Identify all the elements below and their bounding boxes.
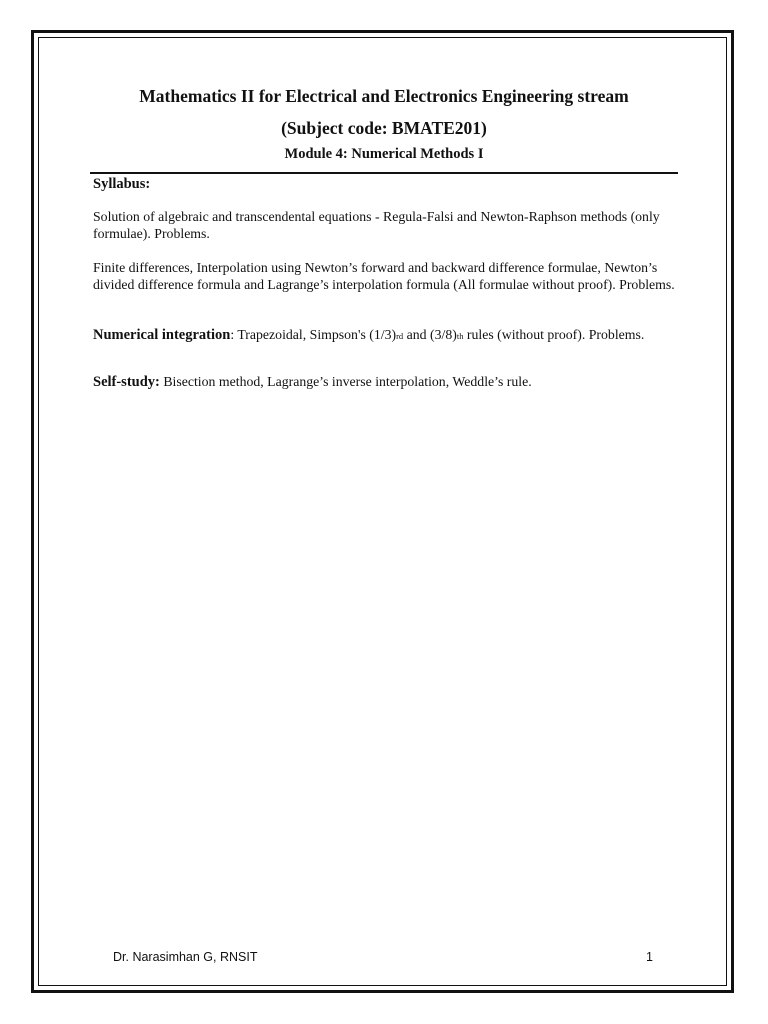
integration-sub-th: th	[456, 331, 464, 341]
title-divider	[90, 172, 678, 174]
syllabus-paragraph-self-study	[93, 373, 683, 391]
footer-author: Dr. Narasimhan G, RNSIT	[113, 950, 258, 964]
subject-code: (Subject code: BMATE201)	[281, 118, 487, 138]
syllabus-paragraph-interpolation: Finite differences, Interpolation using Newton’s forward and backward difference formulae, Newton’s divided difference formula and Lagrange’s interpolation formula (All formulae without proof). Problems.	[93, 260, 675, 292]
module-title: Module 4: Numerical Methods I	[284, 146, 484, 162]
self-study-lead: Self-study:	[93, 374, 160, 390]
integration-sub-rd: rd	[396, 331, 404, 341]
self-study-text: Bisection method, Lagrange’s inverse interpolation, Weddle’s rule.	[159, 374, 532, 389]
page-number: 1	[646, 950, 653, 964]
integration-text-a: : Trapezoidal, Simpson's (1/3)	[230, 327, 397, 342]
integration-text-c: rules (without proof). Problems.	[463, 327, 645, 342]
syllabus-paragraph-integration	[93, 326, 683, 345]
syllabus-paragraph-equations: Solution of algebraic and transcendental equations - Regula-Falsi and Newton-Raphson methods (only formulae). Problems.	[93, 209, 660, 241]
syllabus-heading: Syllabus:	[93, 176, 151, 192]
document-title: Mathematics II for Electrical and Electronics Engineering stream	[139, 86, 629, 106]
integration-lead: Numerical integration	[93, 327, 231, 343]
integration-text-b: and (3/8)	[403, 327, 457, 342]
